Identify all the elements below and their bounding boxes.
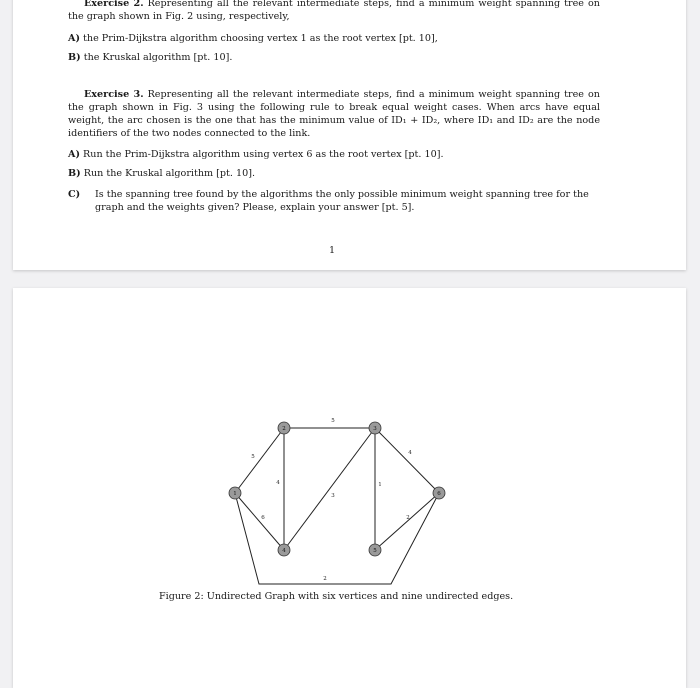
exercise-2-item-a (68, 32, 608, 45)
node-label: 4 (282, 548, 286, 554)
node-3 (369, 422, 381, 434)
node-label: 3 (373, 426, 377, 432)
figure-caption: Figure 2: Undirected Graph with six vertices and nine undirected edges. (159, 591, 514, 602)
edge-weight-2-4: 4 (276, 480, 280, 486)
edge-weight-3-5: 1 (378, 482, 382, 488)
item-label: A) (68, 33, 80, 44)
edge-weight-4-3: 3 (331, 493, 335, 499)
page-number: 1 (329, 245, 336, 256)
exercise-2-paragraph (68, 0, 600, 23)
node-2 (278, 422, 290, 434)
page-one (13, 0, 686, 270)
item-text: Run the Kruskal algorithm [pt. 10]. (83, 168, 255, 179)
edge-weight-2-3: 5 (331, 418, 335, 424)
item-label: B) (68, 168, 81, 179)
page-two (13, 288, 686, 688)
edge-weight-3-6: 4 (408, 450, 412, 456)
node-label: 5 (373, 548, 377, 554)
edge-weight-5-6: 2 (406, 515, 410, 521)
item-text: the Kruskal algorithm [pt. 10]. (83, 52, 233, 63)
edge-weight-1-2: 5 (251, 454, 255, 460)
node-label: 2 (282, 426, 286, 432)
exercise-2-item-b (68, 51, 608, 64)
exercise-3-intro: Representing all the relevant intermediate steps, find a minimum weight spanning tree on the graph shown in Fig. 3 using the following rule to break equal weight cases. When arcs have equal weight, the arc chosen is the one that has the minimum value of ID₁ + ID₂, where ID₁ and ID₂ are the node identifiers of the two nodes connected to the link. (68, 89, 600, 139)
edge-weight-1-4: 6 (261, 515, 265, 521)
node-5 (369, 544, 381, 556)
node-label: 6 (437, 491, 441, 497)
edge-5-6 (375, 493, 439, 550)
exercise-2-intro: Representing all the relevant intermediate steps, find a minimum weight spanning tree on the graph shown in Fig. 2 using, respectively, (68, 0, 600, 22)
node-1 (229, 487, 241, 499)
exercise-3-paragraph (68, 88, 600, 140)
edge-4-3 (284, 428, 375, 550)
item-label: C) (68, 189, 81, 200)
exercise-3-item-b (68, 167, 608, 180)
node-label: 1 (233, 491, 237, 497)
edge-weight-1-6: 2 (323, 576, 327, 582)
exercise-3-item-c (68, 188, 600, 214)
item-text: Is the spanning tree found by the algorithms the only possible minimum weight spanning tree for the graph and the weights given? Please, explain your answer [pt. 5]. (95, 189, 589, 213)
exercise-3-heading: Exercise 3. (84, 89, 144, 100)
graph-figure (13, 288, 686, 688)
item-label: B) (68, 52, 81, 63)
item-text: Run the Prim-Dijkstra algorithm using vertex 6 as the root vertex [pt. 10]. (83, 149, 444, 160)
node-4 (278, 544, 290, 556)
node-6 (433, 487, 445, 499)
exercise-3-item-a (68, 148, 608, 161)
item-label: A) (68, 149, 80, 160)
edge-3-6 (375, 428, 439, 493)
item-text: the Prim-Dijkstra algorithm choosing vertex 1 as the root vertex [pt. 10], (83, 33, 438, 44)
edge-1-6 (235, 493, 439, 584)
exercise-2-heading: Exercise 2. (84, 0, 144, 9)
